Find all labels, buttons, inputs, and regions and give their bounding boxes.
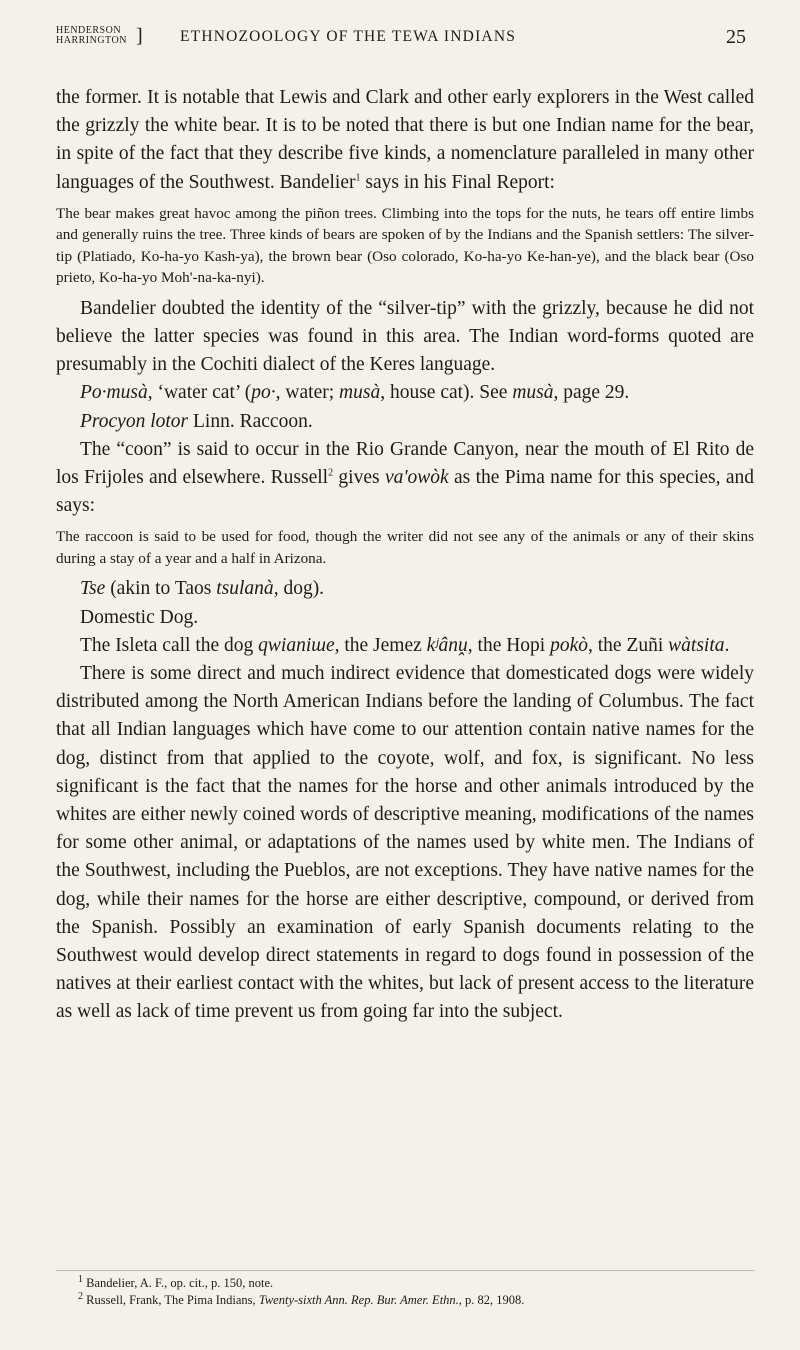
term-tse: Tse xyxy=(80,578,106,600)
entry-pomusa: Po·musà, ‘water cat’ (po·, water; musà, house cat). See musà, page 29. xyxy=(80,382,630,404)
footnote-ref-1: 1 xyxy=(355,172,361,184)
entry-procyon-lotor: Procyon lotor Linn. Raccoon. xyxy=(80,410,313,432)
running-head-authors xyxy=(56,25,144,47)
paragraph-raccoon: The “coon” is said to occur in the Rio Grande Canyon, near the mouth of El Rito de los Frijoles and elsewhere. Russell$^2$ gives va'owòk as the Pima name for this species, and says: xyxy=(56,438,754,517)
running-head xyxy=(56,26,754,60)
footnote-1: $^1$ Bandelier, A. F., op. cit., p. 150, note. xyxy=(78,1273,274,1290)
block-quote-bandelier: The bear makes great havoc among the piñon trees. Climbing into the tops for the nuts, he tears off entire limbs and generally ruins the tree. Three kinds of bears are spoken of by the Indians and the Spanish settlers: The silver-tip (Platiado, Ko-ha-yo Kash-ya), the brown bear (Oso colorado, Ko-ha-yo Ke-han-ye), and the black bear (Oso prieto, Ko-ha-yo Moh'-na-ka-nyi). xyxy=(56,204,754,287)
term-pomusa: Po·musà xyxy=(80,382,148,404)
entry-tse: Tse (akin to Taos tsulanà, dog). xyxy=(80,578,325,600)
page-body xyxy=(56,84,754,1027)
species-procyon-lotor: Procyon lotor xyxy=(80,410,189,432)
page-number: 25 xyxy=(726,26,746,48)
paragraph-silver-tip: Bandelier doubted the identity of the “silver-tip” with the grizzly, because he did not believe the latter species was found in this area. The Indian word-forms quoted are presumably in the Cochiti dialect of the Keres language. xyxy=(56,297,754,376)
footnote-ref-2: 2 xyxy=(328,467,334,479)
footnote-divider xyxy=(56,1270,754,1271)
paragraph-dog-names: The Isleta call the dog qwianiше, the Jemez kʲânṷ, the Hopi pokò, the Zuñi wàtsita. xyxy=(80,634,730,656)
block-quote-russell: The raccoon is said to be used for food, though the writer did not see any of the animals or any of their skins during a stay of a year and a half in Arizona. xyxy=(56,528,754,567)
authors-bracket: ] xyxy=(136,25,144,47)
footnote-2: $^2$ Russell, Frank, The Pima Indians, Twenty-sixth Ann. Rep. Bur. Amer. Ethn., p. 82, 1908. xyxy=(78,1290,525,1307)
paragraph-domestic-dogs-evidence: There is some direct and much indirect evidence that domesticated dogs were widely distributed among the North American Indians before the landing of Columbus. The fact that all Indian languages which have come to our attention contain native names for the dog, distinct from that applied to the coyote, wolf, and fox, is significant. No less significant is the fact that the names for the horse and other animals introduced by the whites are either newly coined words of descriptive meaning, modifications of the names for some other animal, or adaptations of the names used by white men. The Indians of the Southwest, including the Pueblos, are not exceptions. They have native names for the dog, while their names for the horse are either descriptive, compound, or derived from the Spanish. Possibly an examination of early Spanish documents relating to the Southwest would develop direct statements in regard to dogs found in possession of the natives at their earliest contact with the whites, but lack of present access to the literature as well as lack of time prevent us from going far into the subject. xyxy=(56,663,754,1023)
entry-domestic-dog: Domestic Dog. xyxy=(80,606,199,628)
running-head-title: ETHNOZOOLOGY OF THE TEWA INDIANS xyxy=(180,28,517,45)
paragraph-bear-names: the former. It is notable that Lewis and Clark and other early explorers in the West called the grizzly the white bear. It is to be noted that there is but one Indian name for the bear, in spite of the fact that they describe five kinds, a nomenclature paralleled in many other languages of the Southwest. Bandelier$^1$ says in his Final Report: xyxy=(56,87,754,193)
author-harrington: HARRINGTON xyxy=(56,35,127,46)
author-henderson: HENDERSON xyxy=(56,25,122,36)
footnotes xyxy=(56,1270,754,1309)
